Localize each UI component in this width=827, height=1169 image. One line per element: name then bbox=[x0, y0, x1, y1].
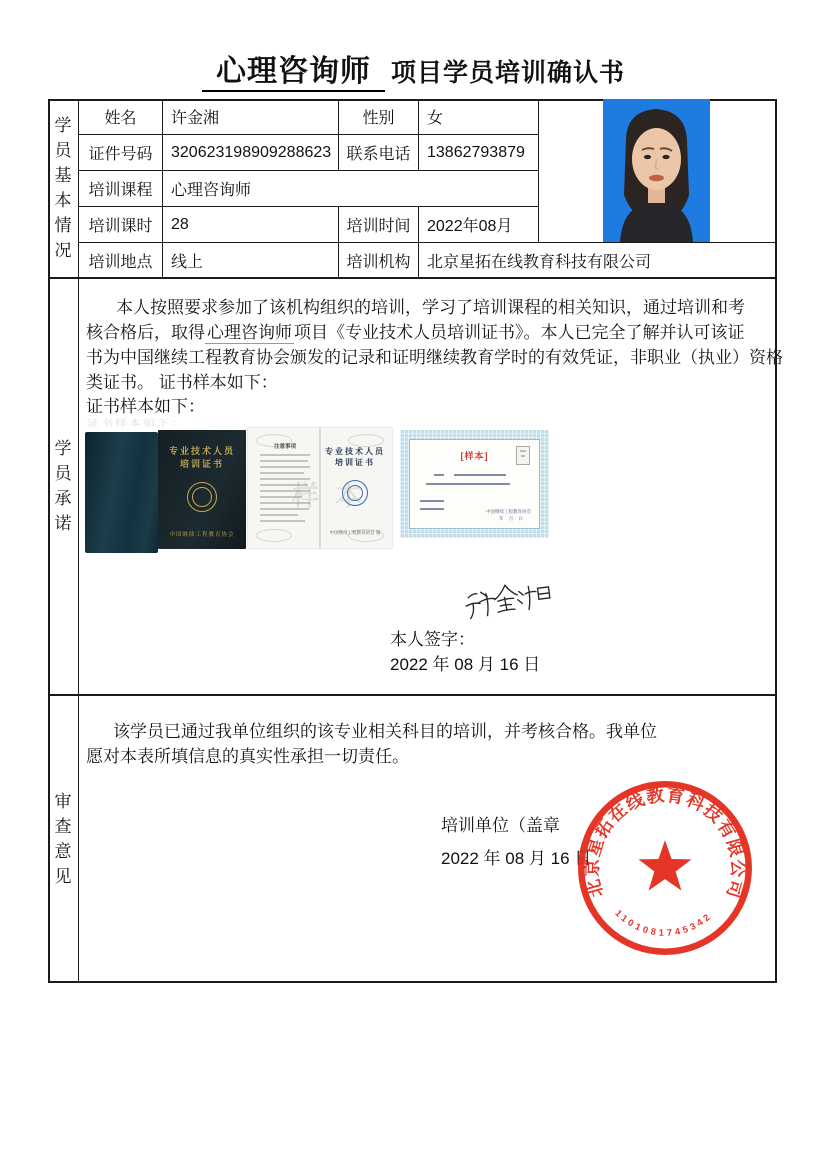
section-label-commitment: 学员承诺 bbox=[54, 439, 72, 533]
course-label: 培训课程 bbox=[88, 182, 153, 199]
id-number-label: 证件号码 bbox=[88, 146, 153, 163]
grid-line bbox=[538, 99, 539, 242]
photo-placeholder-box bbox=[516, 446, 530, 465]
time-label: 培训时间 bbox=[346, 218, 411, 235]
cover-issuer: 中国继续工程教育协会 bbox=[169, 532, 235, 538]
org-value: 北京星拓在线教育科技有限公司 bbox=[427, 253, 652, 271]
certificate-back-cover-image bbox=[85, 432, 158, 553]
signature-date: 2022 年 08 月 16 日 bbox=[390, 655, 541, 674]
gender-label: 性别 bbox=[362, 110, 395, 127]
training-unit-seal-label: 培训单位（盖章 bbox=[441, 816, 560, 835]
gender-value: 女 bbox=[427, 110, 444, 127]
commitment-line-2: 核合格后，取得 心理咨询师 项目《专业技术人员培训证书》。本人已完全了解并认可该证 bbox=[86, 323, 745, 342]
certificate-inner-pages-image bbox=[248, 428, 392, 548]
gold-seal-icon bbox=[187, 482, 217, 512]
hours-label: 培训课时 bbox=[88, 218, 153, 235]
certificate-sample-page-image bbox=[400, 430, 549, 538]
id-number-value: 320623198909288623 bbox=[171, 143, 332, 161]
section-label-review: 审查意见 bbox=[54, 791, 72, 886]
notice-title: 注意事项 bbox=[273, 444, 296, 450]
place-value: 线上 bbox=[171, 253, 204, 271]
sample-date: 年 月 日 bbox=[498, 516, 525, 521]
review-line-2: 愿对本表所填信息的真实性承担一切责任。 bbox=[86, 747, 409, 766]
program-name: 心理咨询师 bbox=[202, 55, 385, 92]
stamp-company-text: 北京星拓在线教育科技有限公司 bbox=[581, 784, 749, 902]
sample-watermark: 样本 bbox=[292, 481, 378, 511]
course-value: 心理咨询师 bbox=[171, 182, 252, 199]
commitment-line-4: 类证书。 证书样本如下： bbox=[86, 373, 278, 392]
certificate-front-cover-image bbox=[158, 430, 246, 549]
page-title bbox=[0, 46, 827, 90]
faded-ghost-text: 证书样本如下： bbox=[87, 417, 186, 429]
company-red-stamp bbox=[572, 775, 758, 961]
name-value: 许金湘 bbox=[171, 110, 220, 127]
sample-tag: [样本] bbox=[460, 451, 489, 461]
star-icon bbox=[638, 840, 691, 890]
commitment-line-5: 证书样本如下： bbox=[86, 397, 205, 416]
review-line-1: 该学员已通过我单位组织的该专业相关科目的培训，并考核合格。我单位 bbox=[113, 722, 657, 741]
divider bbox=[50, 277, 777, 279]
stamp-number-text: 1101081745342 bbox=[613, 907, 715, 938]
cover-title: 专业技术人员 培训证书 bbox=[168, 446, 235, 469]
svg-text:1101081745342 bbox=[613, 908, 714, 938]
commitment-line-3: 书为中国继续工程教育协会颁发的记录和证明继续教育学时的有效凭证，非职业（执业）资格 bbox=[86, 348, 783, 367]
underlined-program-term: 心理咨询师 bbox=[207, 323, 292, 342]
handwritten-signature bbox=[462, 580, 554, 624]
name-label: 姓名 bbox=[104, 110, 137, 127]
org-label: 培训机构 bbox=[346, 253, 411, 271]
time-value: 2022年08月 bbox=[427, 218, 513, 235]
inner-footer: 中国继续工程教育协会 制 bbox=[329, 530, 381, 535]
phone-value: 13862793879 bbox=[427, 143, 525, 161]
commitment-line-1: 本人按照要求参加了该机构组织的培训，学习了培训课程的相关知识，通过培训和考 bbox=[116, 298, 745, 317]
divider bbox=[50, 694, 777, 696]
place-label: 培训地点 bbox=[88, 253, 153, 271]
section-label-basic-info: 学员基本情况 bbox=[54, 116, 72, 260]
phone-label: 联系电话 bbox=[346, 146, 411, 163]
id-photo bbox=[603, 99, 710, 242]
inner-title: 专业技术人员 培训证书 bbox=[325, 447, 385, 467]
signature-label: 本人签字： bbox=[390, 630, 475, 649]
ghost-stamp-mark bbox=[256, 529, 292, 542]
hours-value: 28 bbox=[171, 215, 189, 233]
title-suffix: 项目学员培训确认书 bbox=[390, 59, 625, 87]
sample-issuer: 中国继续工程教育协会 bbox=[486, 509, 531, 514]
review-date: 2022 年 08 月 16 日 bbox=[441, 849, 592, 868]
